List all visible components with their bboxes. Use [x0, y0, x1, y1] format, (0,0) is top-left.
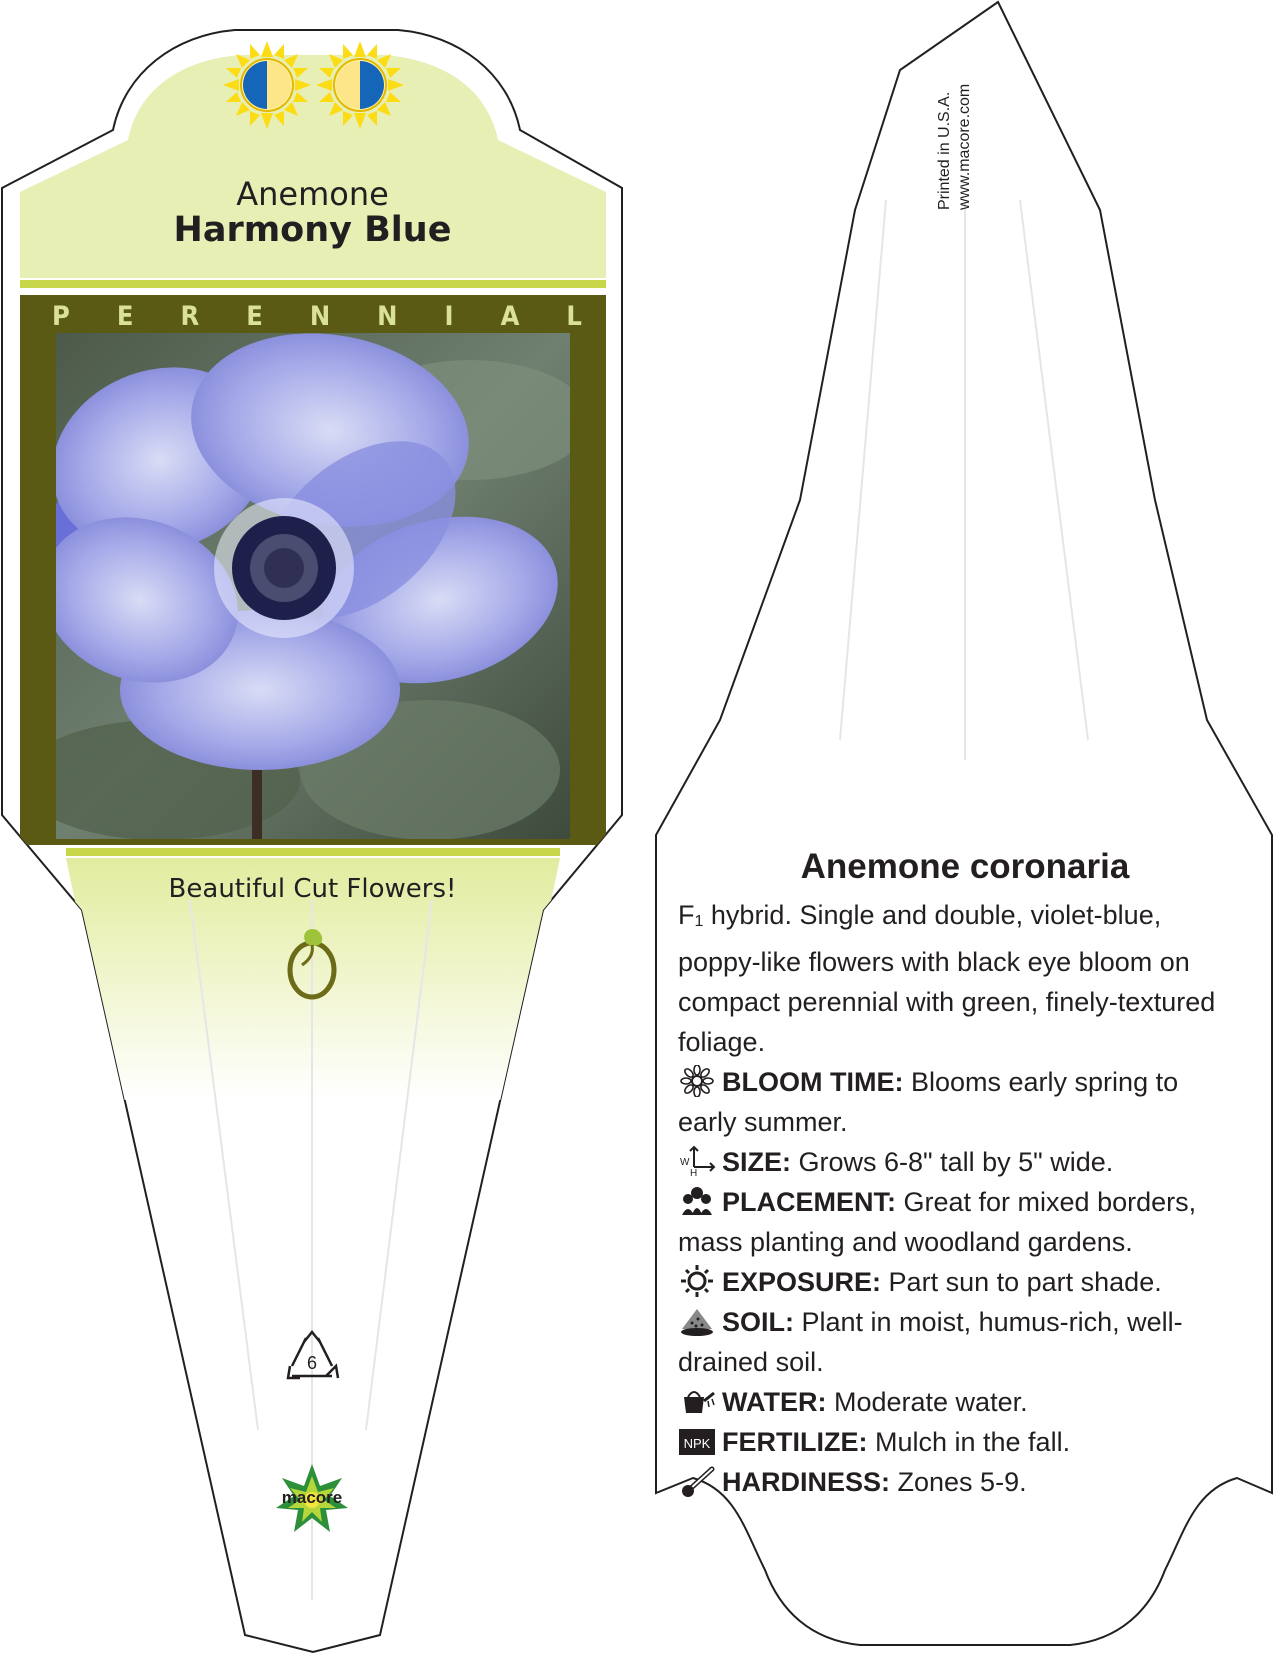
recycle-code: 6 — [306, 1353, 317, 1373]
attribute-text: Moderate water. — [826, 1387, 1028, 1417]
attribute-row — [678, 1302, 1238, 1382]
care-description — [678, 895, 1238, 1502]
botanical-name: Anemone coronaria — [800, 847, 1130, 886]
watering-can-icon — [678, 1385, 716, 1417]
attribute-label: BLOOM TIME: — [722, 1067, 904, 1097]
description-subscript: 1 — [694, 913, 704, 930]
flower-icon — [678, 1065, 716, 1097]
category-letter: L — [566, 301, 582, 332]
attribute-text: Plant in moist, humus-rich, well-drained soil. — [678, 1307, 1183, 1377]
attribute-text: Great for mixed borders, mass planting and woodland gardens. — [678, 1187, 1197, 1257]
flower-photo — [19, 312, 590, 840]
soil-icon — [678, 1305, 716, 1337]
attribute-label: EXPOSURE: — [722, 1267, 882, 1297]
attribute-label: SIZE: — [722, 1147, 792, 1177]
part-sun-icon — [223, 41, 311, 129]
tagline: Beautiful Cut Flowers! — [168, 874, 457, 904]
sun-icon — [678, 1265, 716, 1297]
category-letter: N — [377, 301, 398, 332]
attribute-row — [678, 1462, 1238, 1502]
attribute-row — [678, 1142, 1238, 1182]
category-letter: R — [180, 301, 200, 332]
printed-line-website: www.macore.com — [956, 83, 973, 210]
attribute-text: Zones 5-9. — [890, 1467, 1027, 1497]
attribute-label: HARDINESS: — [722, 1467, 891, 1497]
category-label — [52, 301, 582, 332]
attribute-label: FERTILIZE: — [722, 1427, 868, 1457]
thermometer-icon — [678, 1465, 716, 1497]
description-text: hybrid. Single and double, violet-blue, poppy-like flowers with black eye bloom on compact perennial with green, finely-textured foliage. — [678, 900, 1216, 1057]
printed-line-country: Printed in U.S.A. — [936, 91, 953, 210]
common-name: Anemone — [236, 175, 389, 213]
size-icon — [678, 1145, 716, 1177]
attribute-label: WATER: — [722, 1387, 827, 1417]
attribute-row — [678, 1382, 1238, 1422]
attribute-text: Blooms early spring to early summer. — [678, 1067, 1179, 1137]
category-letter: A — [500, 301, 520, 332]
part-sun-icon — [316, 41, 404, 129]
svg-text:NPK: NPK — [683, 1436, 711, 1451]
npk-icon — [678, 1425, 716, 1457]
attribute-row — [678, 1182, 1238, 1262]
description-paragraph — [678, 895, 1238, 1062]
category-letter: N — [309, 301, 331, 332]
variety-name: Harmony Blue — [173, 210, 452, 250]
category-letter: E — [246, 301, 263, 332]
attribute-text: Part sun to part shade. — [881, 1267, 1162, 1297]
attribute-row — [678, 1422, 1238, 1462]
attribute-row — [678, 1262, 1238, 1302]
category-letter: I — [444, 301, 454, 332]
attribute-label: PLACEMENT: — [722, 1187, 896, 1217]
attribute-text: Grows 6-8" tall by 5" wide. — [791, 1147, 1114, 1177]
attribute-row — [678, 1062, 1238, 1142]
svg-text:W: W — [680, 1157, 690, 1168]
attribute-text: Mulch in the fall. — [867, 1427, 1071, 1457]
attribute-list — [678, 1062, 1238, 1502]
svg-text:H: H — [690, 1168, 698, 1177]
brand-logo-text: macore — [281, 1488, 343, 1507]
placement-icon — [678, 1185, 716, 1217]
category-letter: E — [116, 301, 134, 332]
printed-info — [935, 84, 975, 210]
attribute-label: SOIL: — [722, 1307, 794, 1337]
category-letter: P — [52, 301, 70, 332]
description-prefix: F — [678, 900, 695, 930]
